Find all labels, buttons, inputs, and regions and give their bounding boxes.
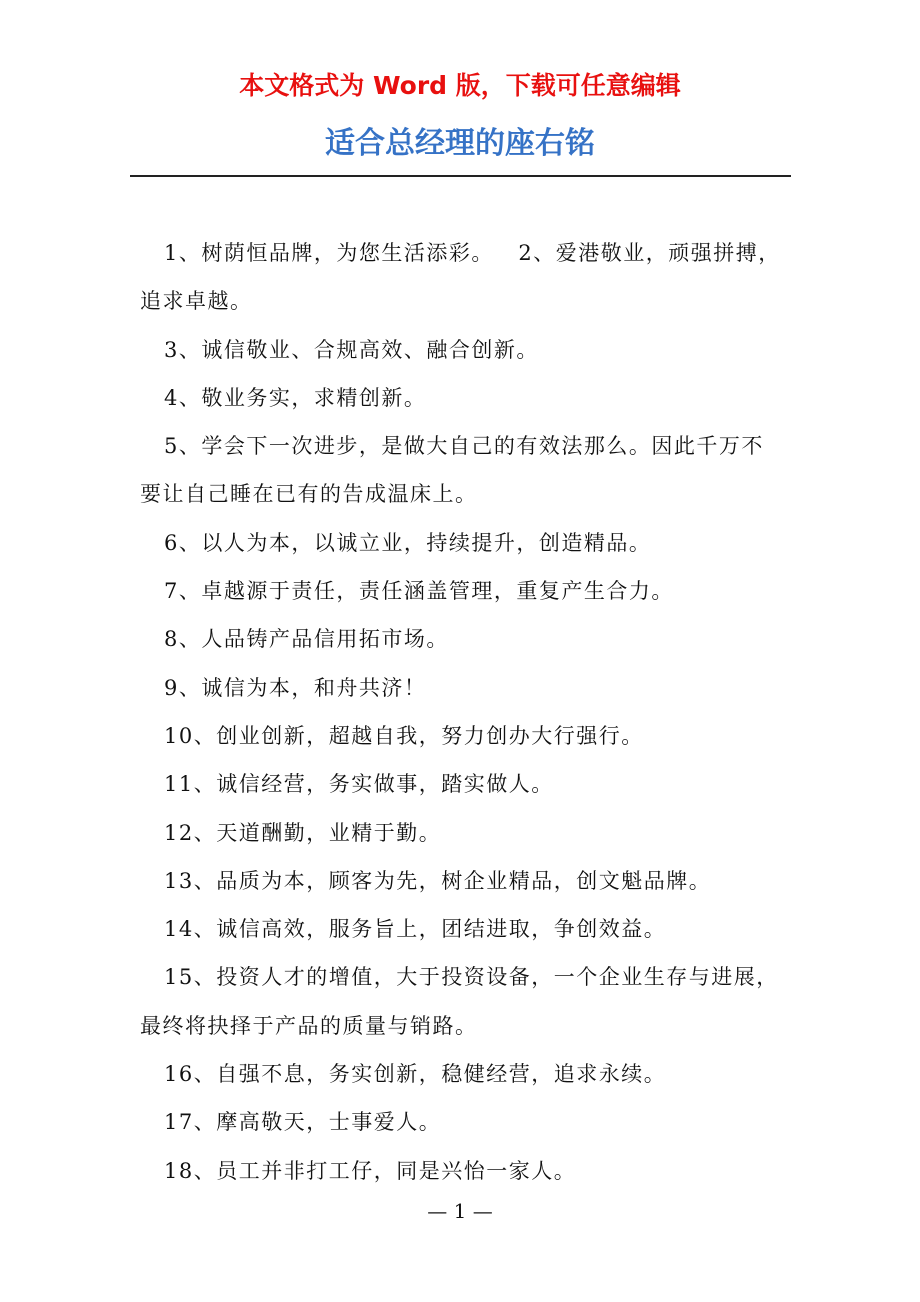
title-divider	[130, 175, 791, 177]
paragraph: 15、投资人才的增值，大于投资设备，一个企业生存与进展，最终将抉择于产品的质量与销路。	[140, 965, 779, 1038]
paragraph: 6、以人为本，以诚立业，持续提升，创造精品。	[164, 530, 652, 555]
page-number: — 1 —	[427, 1199, 493, 1223]
paragraph: 18、员工并非打工仔，同是兴怡一家人。	[164, 1158, 577, 1183]
paragraph: 4、敬业务实，求精创新。	[164, 385, 427, 410]
paragraph: 8、人品铸产品信用拓市场。	[164, 627, 449, 652]
paragraph: 1、树荫恒品牌，为您生活添彩。 2、爱港敬业，顽强拼搏，追求卓越。	[140, 241, 781, 314]
download-banner: 本文格式为 Word 版，下载可任意编辑	[239, 71, 681, 100]
paragraph: 5、学会下一次进步，是做大自己的有效法那么。因此千万不要让自己睡在已有的告成温床上。	[140, 434, 764, 507]
paragraph: 10、创业创新，超越自我，努力创办大行强行。	[164, 723, 644, 748]
paragraph: 16、自强不息，务实创新，稳健经营，追求永续。	[164, 1062, 667, 1087]
paragraph: 13、品质为本，顾客为先，树企业精品，创文魁品牌。	[164, 868, 712, 893]
paragraph: 9、诚信为本，和舟共济！	[164, 675, 427, 700]
paragraph: 11、诚信经营，务实做事，踏实做人。	[164, 772, 554, 797]
document-body	[140, 229, 785, 1195]
paragraph: 14、诚信高效，服务旨上，团结进取，争创效益。	[164, 917, 667, 942]
paragraph: 3、诚信敬业、合规高效、融合创新。	[164, 337, 539, 362]
document-title: 适合总经理的座右铭	[325, 126, 595, 161]
paragraph: 17、摩高敬天，士事爱人。	[164, 1110, 442, 1135]
paragraph: 12、天道酬勤，业精于勤。	[164, 820, 442, 845]
paragraph: 7、卓越源于责任，责任涵盖管理，重复产生合力。	[164, 579, 674, 604]
